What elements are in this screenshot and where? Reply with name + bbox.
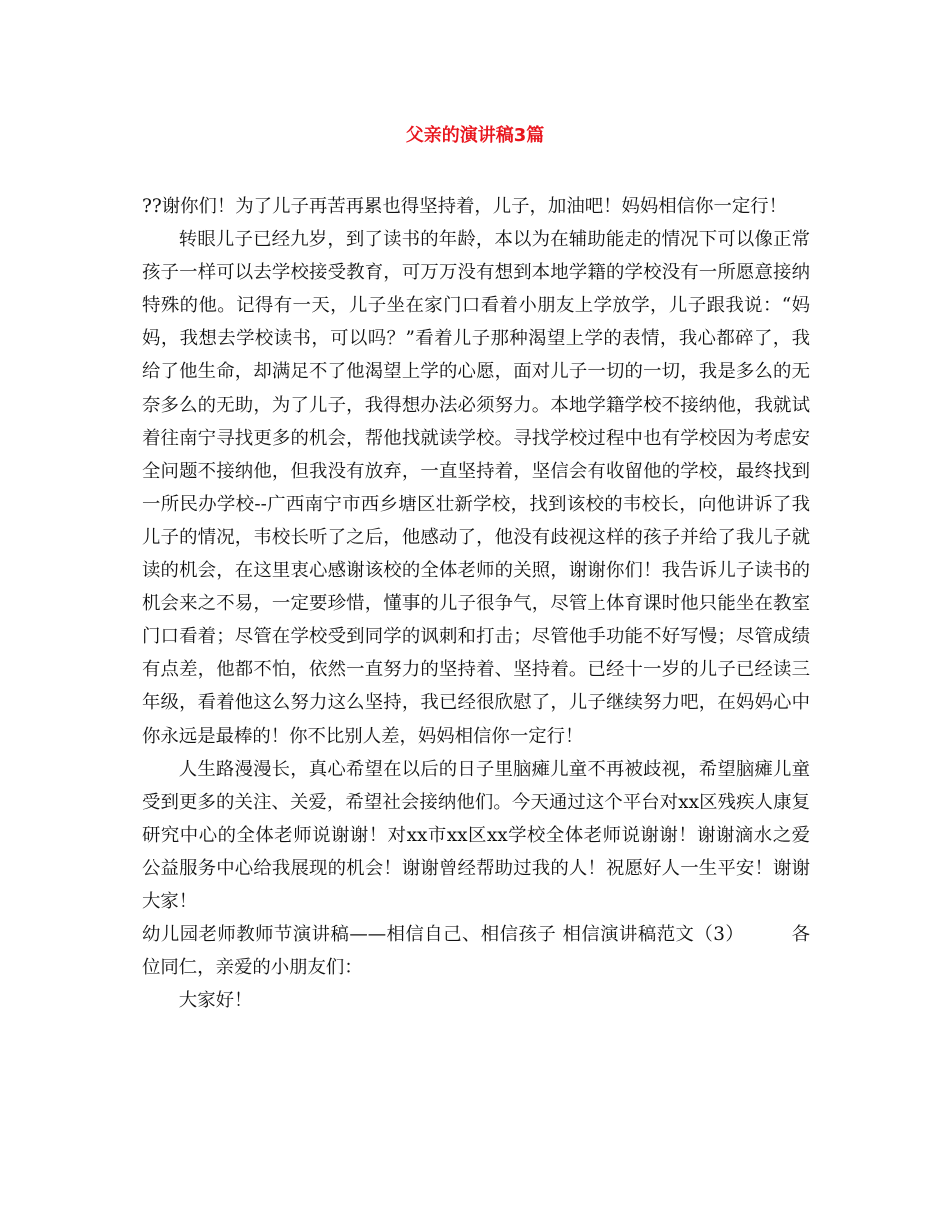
paragraph-3: 人生路漫漫长，真心希望在以后的日子里脑瘫儿童不再被歧视，希望脑瘫儿童受到更多的关注、关爱，希望社会接纳他们。今天通过这个平台对xx区残疾人康复研究中心的全体老师说谢谢！对xx市xx区xx学校全体老师说谢谢！谢谢滴水之爱公益服务中心给我展现的机会！谢谢曾经帮助过我的人！祝愿好人一生平安！谢谢大家！ <box>142 758 810 912</box>
document-body <box>142 190 810 1017</box>
paragraph-2: 转眼儿子已经九岁，到了读书的年龄，本以为在辅助能走的情况下可以像正常孩子一样可以去学校接受教育，可万万没有想到本地学籍的学校没有一所愿意接纳特殊的他。记得有一天，儿子坐在家门口看着小朋友上学放学，儿子跟我说：“妈妈，我想去学校读书，可以吗？”看着儿子那种渴望上学的表情，我心都碎了，我给了他生命，却满足不了他渴望上学的心愿，面对儿子一切的一切，我是多么的无奈多么的无助，为了儿子，我得想办法必须努力。本地学籍学校不接纳他，我就试着往南宁寻找更多的机会，帮他找就读学校。寻找学校过程中也有学校因为考虑安全问题不接纳他，但我没有放弃，一直坚持着，坚信会有收留他的学校，最终找到一所民办学校--广西南宁市西乡塘区壮新学校，找到该校的韦校长，向他讲诉了我儿子的情况，韦校长听了之后，他感动了，他没有歧视这样的孩子并给了我儿子就读的机会，在这里衷心感谢该校的全体老师的关照，谢谢你们！我告诉儿子读书的机会来之不易，一定要珍惜，懂事的儿子很争气，尽管上体育课时他只能坐在教室门口看着；尽管在学校受到同学的讽刺和打击；尽管他手功能不好写慢；尽管成绩有点差，他都不怕，依然一直努力的坚持着、坚持着。已经十一岁的儿子已经读三年级，看着他这么努力这么坚持，我已经很欣慰了，儿子继续努力吧，在妈妈心中你永远是最棒的！你不比别人差，妈妈相信你一定行！ <box>142 229 810 747</box>
paragraph-1: ??谢你们！为了儿子再苦再累也得坚持着，儿子，加油吧！妈妈相信你一定行！ <box>142 196 788 217</box>
paragraph-4: 幼儿园老师教师节演讲稿——相信自己、相信孩子 相信演讲稿范文（3） 各位同仁，亲爱的小朋友们： <box>142 924 810 979</box>
paragraph-5: 大家好！ <box>178 990 253 1012</box>
document-title: 父亲的演讲稿3篇 <box>405 125 545 146</box>
